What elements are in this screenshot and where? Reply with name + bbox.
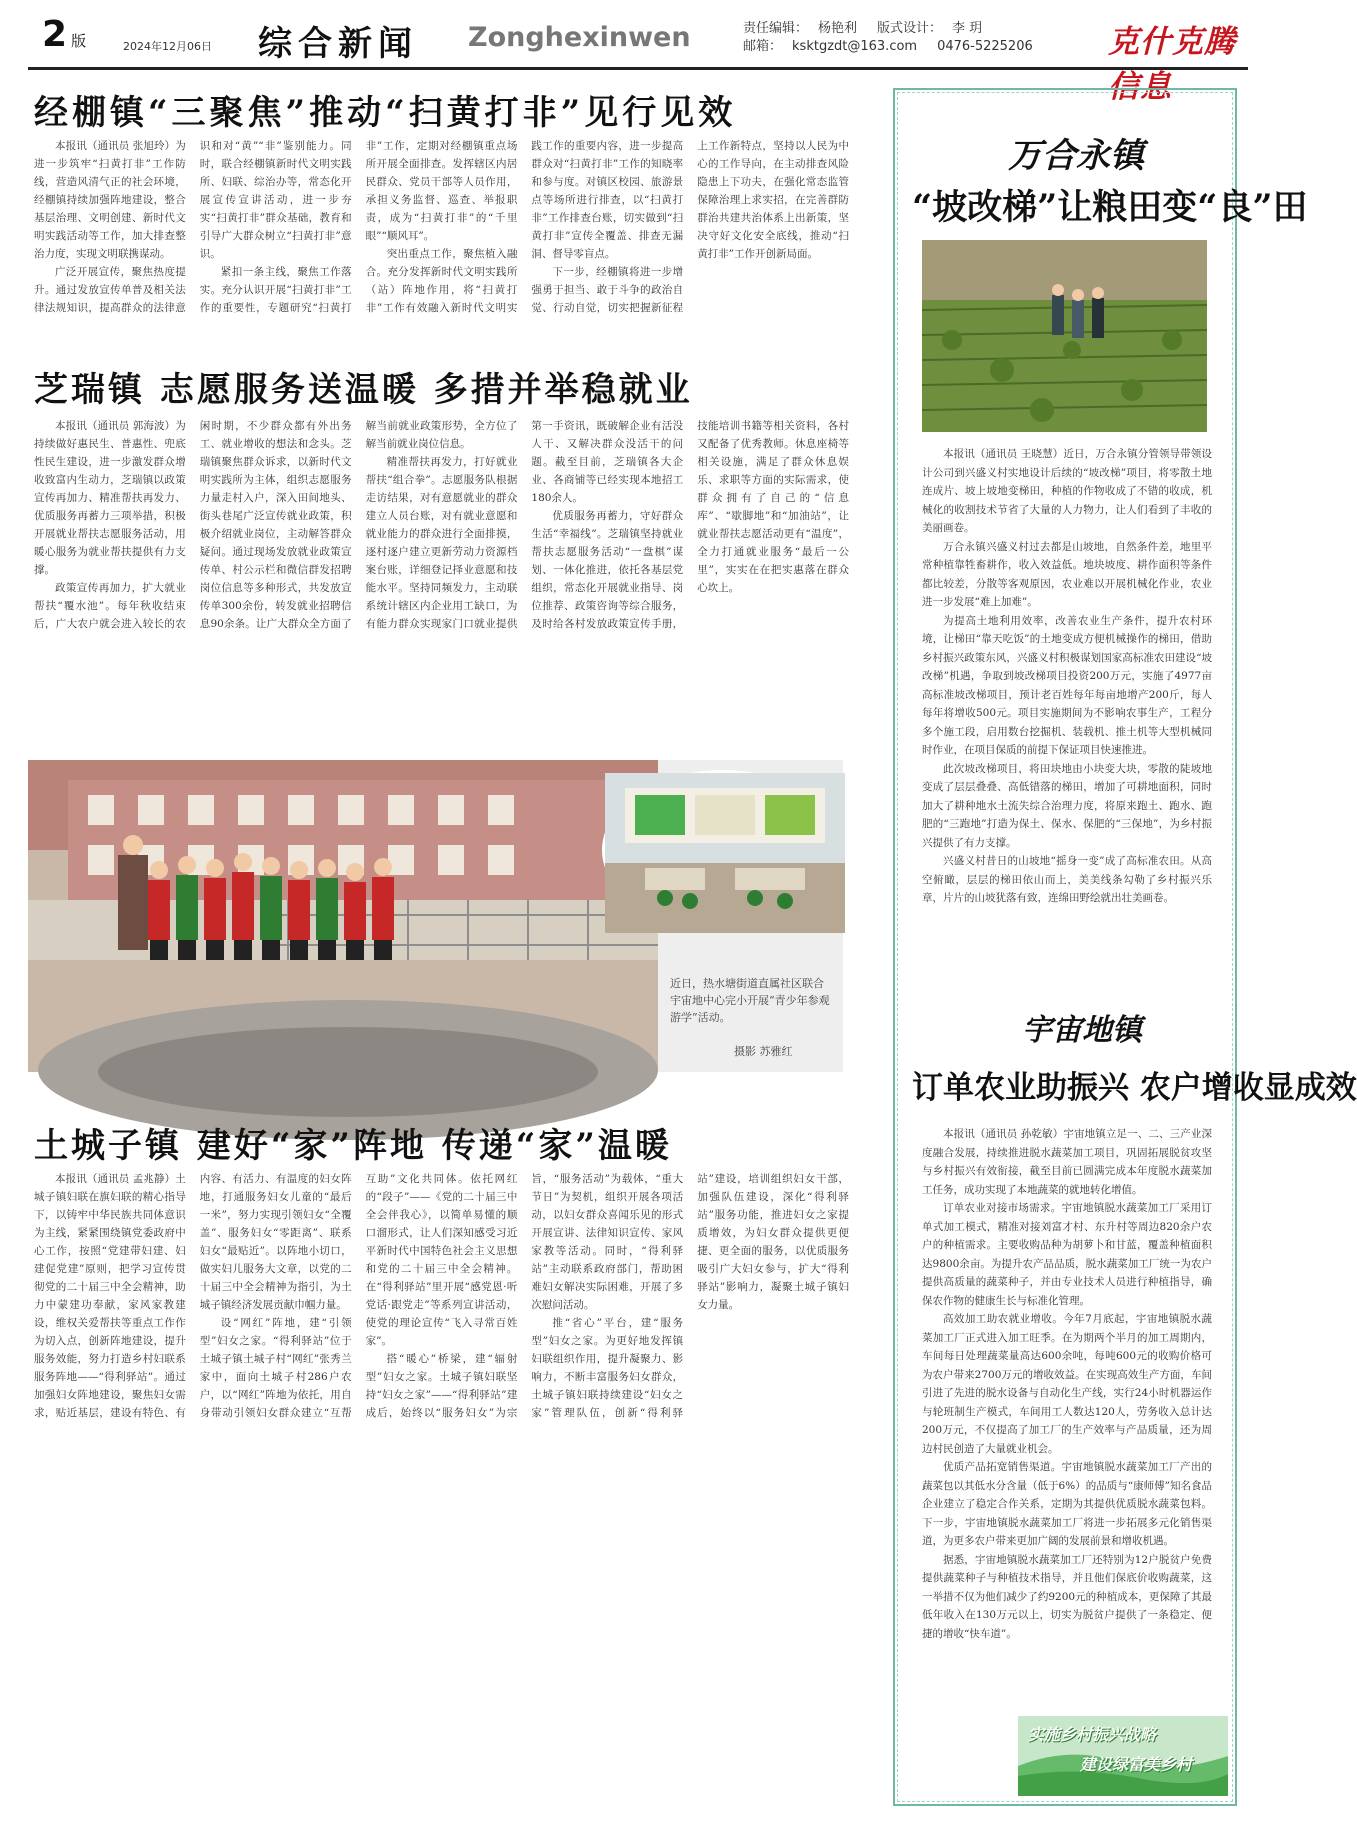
sidebar2-paragraph: 订单农业对接市场需求。宇宙地镇脱水蔬菜加工厂采用订单式加工模式，精准对接刘富才村、东升村等周边820余户农户的种植需求。主要收购品种为胡萝卜和甘蓝，覆盖种植面积达9800余亩。为提升农产品品质，脱水蔬菜加工厂统一为农户提供高质量的蔬菜种子，并由专业技术人员进行种植指导，确保农作物的健康生长与标准化管理。	[922, 1202, 1212, 1307]
sidebar1-paragraph: 此次坡改梯项目，将田块地由小块变大块，零散的陡坡地变成了层层叠叠、高低错落的梯田，增加了可耕地面积，同时加大了耕种地水土流失综合治理力度，将原来跑土、跑水、跑肥的“三跑地”打造为保土、保水、保肥的“三保地”，为乡村振兴提供了有力支撑。	[922, 762, 1212, 849]
sidebar1-paragraph: 为提高土地利用效率，改善农业生产条件，提升农村环境，让梯田“靠天吃饭”的土地变成方便机械操作的梯田，借助乡村振兴政策东风，兴盛义村积极谋划国家高标准农田建设“坡改梯”机遇，争取到坡改梯项目投资200万元，实施了4977亩高标准坡改梯项目，预计老百姓每年每亩地增产200斤，每人每年将增收500元。项目实施期间为不影响农事生产，工程分多个施工段，启用数台挖掘机、装载机、推土机等大型机械同时作业，在项目保质的前提下保证项目快速推进。	[922, 614, 1212, 756]
article1-paragraph: 下一步，经棚镇将进一步增强勇于担当、敢于斗争的政治自觉、行动自觉，切实把握新征程上工作新特点，坚持以人民为中心的工作导向，在主动排查风险隐患上下功夫，在强化常态监管保障治理上求实招，在完善群防群治共建共治体系上出新策，坚决守好文化安全底线，推动“扫黄打非”工作开创新局面。	[531, 140, 849, 314]
sidebar1-headline: “坡改梯”让粮田变“良”田	[912, 187, 1308, 228]
article2-headline: 芝瑞镇 志愿服务送温暖 多措并举稳就业	[34, 370, 693, 410]
article2-paragraph: 本报讯（通讯员 郭海波）为持续做好惠民生、普惠性、兜底性民生建设，进一步激发群众增收致富内生动力，芝瑞镇以政策宣传再加力、精准帮扶再发力、优质服务再蓄力三项举措，积极开展就业帮扶志愿服务活动，用暖心服务为就业帮扶提供有力支撑。	[34, 420, 186, 576]
article3-body	[34, 1170, 849, 1775]
sidebar1-paragraph: 万合永镇兴盛义村过去都是山坡地，自然条件差，地里平常种植靠牲畜耕作，收入效益低。地块坡度、耕作面积等条件都比较差，分散等客观原因，农业难以开展机械化作业，农业进一步发展“难上加难”。	[922, 540, 1212, 608]
sidebar1-town: 万合永镇	[1008, 136, 1144, 176]
students-photo	[28, 760, 658, 1072]
page-header	[28, 8, 1248, 105]
article2-paragraph: 政策宣传再加力，扩大就业帮扶“覆水池”。每年秋收结束后，广大农户就会进入较长的农闲时期，不少群众都有外出务工、就业增收的想法和念头。芝瑞镇聚焦群众诉求，以新时代文明实践所为主体，组织志愿服务力量走村入户，深入田间地头、街头巷尾广泛宣传就业政策，积极介绍就业岗位，主动解答群众疑问。通过现场发放就业政策宣传单、村公示栏和微信群发招聘岗位信息等多种形式，共发放宣传单300余份，转发就业招聘信息90余条。让广大群众全方面了解当前就业政策形势，全方位了解当前就业岗位信息。	[34, 420, 518, 630]
article1-paragraph: 广泛开展宣传，聚焦热度提升。通过发放宣传单普及相关法律法规知识，提高群众的法律意识和对“黄”“非”鉴别能力。同时，联合经棚镇新时代文明实践所、妇联、综治办等，常态化开展宣传宣讲活动，进一步夯实“扫黄打非”群众基础，教育和引导广大群众树立“扫黄打非”意识。	[34, 140, 352, 314]
sidebar1-body	[922, 445, 1212, 904]
phone: 0476-5225206	[937, 39, 1033, 54]
article1-paragraph: 突出重点工作，聚焦植入融合。充分发挥新时代文明实践所（站）阵地作用，将“扫黄打非”工作有效融入新时代文明实践工作的重要内容，进一步提高群众对“扫黄打非”工作的知晓率和参与度。对镇区校园、旅游景点等场所进行排查，以“扫黄打非”工作排查台账，切实做到“扫黄打非”宣传全覆盖、排查无漏洞、督导零盲点。	[365, 140, 684, 314]
sidebar1-paragraph: 兴盛义村昔日的山坡地“摇身一变”成了高标准农田。从高空俯瞰，层层的梯田依山而上，美美线条勾勒了乡村振兴乐章，片片的山坡犹落有致，连绵田野绘就出壮美画卷。	[922, 855, 1212, 904]
paper-logo: 克什克腾信息	[1108, 24, 1236, 105]
article3-paragraph: 设“网红”阵地，建“引领型”妇女之家。“得利驿站”位于土城子镇土城子村“网红”张秀兰家中，面向土城子村286户农户，以“网红”阵地为依托，用自身带动引领妇女群众建立“互帮互助”文化共同体。依托网红的“段子”——《党的二十届三中全会伴我心》，以简单易懂的顺口溜形式，让人们深知感受习近平新时代中国特色社会主义思想和党的二十届三中全会精神。在“得利驿站”里开展“感党恩·听党话·跟党走”等系列宣讲活动，使党的理论宣传“飞入寻常百姓家”。	[199, 1173, 518, 1419]
article3-paragraph: 搭“暖心”桥梁，建“辐射型”妇女之家。土城子镇妇联坚持“妇女之家”——“得利驿站”建成后，始终以“服务妇女”为宗旨，“服务活动”为载体，“重大节日”为契机，组织开展各项活动，以妇女群众喜闻乐见的形式开展宣讲、法律知识宣传、家风家教等活动。同时，“得利驿站”主动联系政府部门，帮助困难妇女解决实际困难，开展了多次慰问活动。	[365, 1173, 684, 1419]
email: ksktgzdt@163.com	[792, 39, 918, 54]
sidebar2-paragraph: 本报讯（通讯员 孙乾敏）宇宙地镇立足一、二、三产业深度融合发展，持续推进脱水蔬菜加工项目，巩固拓展脱贫攻坚与乡村振兴有效衔接，截至目前已圆满完成本年度脱水蔬菜加工任务，成功实现了本地蔬菜的就地转化增值。	[922, 1128, 1212, 1196]
section-title: 综合新闻	[258, 24, 418, 64]
article1-body	[34, 137, 849, 327]
photo-credit: 摄影 苏雅红	[734, 1045, 793, 1058]
sidebar2-paragraph: 高效加工助农就业增收。今年7月底起，宇宙地镇脱水蔬菜加工厂正式进入加工旺季。在为期两个半月的加工周期内，车间每日处理蔬菜量高达600余吨，每吨600元的收购价格可为农户带来2700万元的增收效益。在实现高效生产方面，车间引进了先进的脱水设备与自动化生产线，实行24小时机器运作与轮班制生产模式，车间用工人数达120人，劳务收入总计达200万元，不仅提高了加工厂的生产效率与产品质量，还为周边村民创造了大量就业机会。	[922, 1313, 1212, 1455]
sidebar2-headline: 订单农业助振兴 农户增收显成效	[912, 1070, 1357, 1106]
section-pinyin: Zonghexinwen	[468, 22, 691, 53]
editor-info: 责任编辑： 杨艳利 版式设计： 李 玥 邮箱： ksktgzdt@163.com 0476-5225206	[743, 21, 1033, 54]
page-number: 2 版	[42, 14, 87, 55]
article2-body	[34, 417, 849, 741]
sidebar2-body	[922, 1125, 1212, 1705]
classroom-photo	[602, 770, 842, 930]
slogan-line2: 建设绿富美乡村	[1080, 1755, 1193, 1774]
article1-paragraph: 本报讯（通讯员 张旭玲）为进一步筑牢“扫黄打非”工作防线，营造风清气正的社会环境，经棚镇持续加强阵地建设，整合基层治理、文明创建、新时代文明实践活动等工作，加大排查整治力度，实现文明联携谋动。	[34, 140, 186, 260]
photo-caption: 近日，热水塘街道直属社区联合宇宙地中心完小开展“青少年参观游学”活动。	[670, 977, 830, 1024]
article3-paragraph: 推“省心”平台，建“服务型”妇女之家。为更好地发挥镇妇联组织作用，提升凝聚力、影响力，不断丰富服务妇女群众，土城子镇妇联持续建设“妇女之家”管理队伍，创新“得利驿站”建设，培训组织妇女干部，加强队伍建设，深化“得利驿站”服务功能，推进妇女之家提质增效，为妇女群众提供更便捷、更全面的服务，以优质服务吸引广大妇女参与，扩大“得利驿站”影响力，凝聚土城子镇妇女力量。	[531, 1173, 849, 1419]
article3-paragraph: 本报讯（通讯员 孟兆静）土城子镇妇联在旗妇联的精心指导下，以铸牢中华民族共同体意识为主线，紧紧围绕镇党委政府中心工作，按照“党建带妇建、妇建促党建”原则，把学习宣传贯彻党的二十届三中全会精神，助力中蒙建功奉献，家风家教建设，维权关爱帮扶等重点工作作为切入点，创新阵地建设，提升服务效能，努力打造乡村妇联系服务阵地——“得利驿站”。通过加强妇女阵地建设，聚焦妇女需求，贴近基层，建设有特色、有内容、有活力、有温度的妇女阵地，打通服务妇女儿童的“最后一米”，努力实现引领妇女“全覆盖”、服务妇女“零距离”、联系妇女“最贴近”。以阵地小切口，做实妇儿服务大文章，以党的二十届三中全会精神为指引，为土城子镇经济发展贡献巾帼力量。	[34, 1173, 352, 1419]
article3-headline: 土城子镇 建好“家”阵地 传递“家”温暖	[34, 1126, 672, 1166]
sidebar2-paragraph: 优质产品拓宽销售渠道。宇宙地镇脱水蔬菜加工厂产出的蔬菜包以其低水分含量（低于6%）的品质与“康师傅”知名食品企业建立了稳定合作关系，定期为其提供优质脱水蔬菜包料。下一步，宇宙地镇脱水蔬菜加工厂将进一步拓展多元化销售渠道，为更多农户带来更加广阔的发展前景和增收机遇。	[922, 1461, 1212, 1547]
slogan-line1: 实施乡村振兴战略	[1028, 1725, 1157, 1744]
sidebar1-paragraph: 本报讯（通讯员 王晓慧）近日，万合永镇分管领导带领设计公司到兴盛义村实地设计后续的“坡改梯”项目，将零散土地连成片、坡上坡地变梯田，种植的作物收成了不错的收成，机械化的收割技术节省了大量的人力物力，让人们看到了丰收的美丽画卷。	[922, 448, 1212, 534]
sidebar2-town: 宇宙地镇	[1022, 1013, 1142, 1048]
sidebar2-paragraph: 据悉，宇宙地镇脱水蔬菜加工厂还特别为12户脱贫户免费提供蔬菜种子与种植技术指导，并且他们保底价收购蔬菜，这一举措不仅为他们减少了约9200元的种植成本，更保障了其最低年收入在130万元以上，切实为脱贫户提供了一条稳定、便捷的增收“快车道”。	[922, 1553, 1212, 1640]
article1-paragraph: 紧扣一条主线，聚焦工作落实。充分认识开展“扫黄打非”工作的重要性，专题研究“扫黄打非”工作，定期对经棚镇重点场所开展全面排查。发挥辖区内居民群众、党员干部等人员作用，承担义务监督、巡查、举报职责，成为“扫黄打非”的“千里眼”“顺风耳”。	[199, 140, 518, 314]
article2-paragraph: 优质服务再蓄力，守好群众生活“幸福线”。芝瑞镇坚持就业帮扶志愿服务活动“一盘棋”谋划、一体化推进，依托各基层党组织，常态化开展就业指导、岗位推荐、政策咨询等综合服务，及时给各村发放政策宣传手册，技能培训书籍等相关资料，各村又配备了优秀教师。休息座椅等相关设施，满足了群众休息娱乐、求职等方面的实际需求，使群众拥有了自己的“信息库”、“歇脚地”和“加油站”，让就业帮扶志愿活动更有“温度”，全力打通就业服务“最后一公里”，实实在在把实惠落在群众心坎上。	[531, 420, 849, 630]
issue-date: 2024年12月06日	[123, 40, 212, 53]
article2-paragraph: 精准帮扶再发力，打好就业帮扶“组合拳”。志愿服务队根据走访结果，对有意愿就业的群众建立人员台账，对有就业意愿和就业能力的群众进行全面排摸，逐村逐户建立更新劳动力资源档案台账，详细登记择业意愿和技能水平。坚持同频发力，主动联系统计辖区内企业用工缺口，为有能力群众实现家门口就业提供第一手资讯，既破解企业有活没人干、又解决群众没活干的问题。截至目前，芝瑞镇各大企业、各商铺等已经实现本地招工180余人。	[365, 420, 684, 630]
farm-field-photo	[922, 240, 1207, 432]
article1-headline: 经棚镇“三聚焦”推动“扫黄打非”见行见效	[34, 93, 737, 133]
